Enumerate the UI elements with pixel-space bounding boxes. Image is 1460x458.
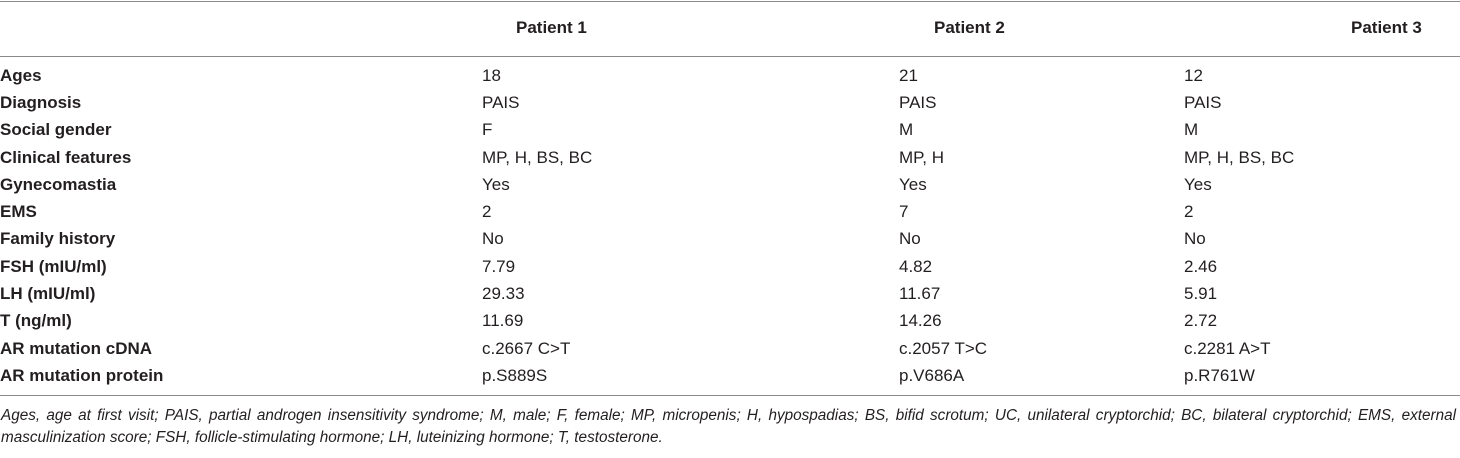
header-rule — [0, 56, 1460, 57]
row-label: Ages — [0, 65, 42, 85]
cell-patient-3: c.2281 A>T — [1184, 338, 1271, 358]
cell-patient-3: 2 — [1184, 202, 1194, 222]
cell-patient-1: Yes — [482, 174, 510, 194]
table-row — [0, 198, 1460, 225]
row-label: Family history — [0, 229, 116, 249]
cell-patient-1: PAIS — [482, 92, 520, 112]
cell-patient-2: 4.82 — [899, 256, 933, 276]
cell-patient-3: p.R761W — [1184, 365, 1255, 385]
bottom-rule — [0, 395, 1460, 396]
table-row — [0, 362, 1460, 389]
cell-patient-1: 18 — [482, 65, 501, 85]
cell-patient-2: c.2057 T>C — [899, 338, 988, 358]
table-row — [0, 62, 1460, 89]
cell-patient-1: p.S889S — [482, 365, 548, 385]
cell-patient-3: M — [1184, 120, 1199, 140]
cell-patient-1: 11.69 — [482, 311, 524, 331]
cell-patient-3: PAIS — [1184, 92, 1222, 112]
row-label: T (ng/ml) — [0, 311, 72, 331]
data-table — [0, 62, 1460, 390]
row-label: Social gender — [0, 120, 112, 140]
row-label: LH (mIU/ml) — [0, 284, 96, 304]
top-rule — [0, 1, 1460, 2]
table-row — [0, 89, 1460, 116]
cell-patient-1: 7.79 — [482, 256, 516, 276]
table-body — [0, 62, 1460, 390]
row-label: Gynecomastia — [0, 174, 117, 194]
column-header-patient-2: Patient 2 — [934, 18, 1005, 37]
cell-patient-3: 12 — [1184, 65, 1203, 85]
column-header-patient-3: Patient 3 — [1351, 18, 1422, 37]
table-row — [0, 171, 1460, 198]
cell-patient-1: 29.33 — [482, 284, 525, 304]
cell-patient-2: Yes — [899, 174, 927, 194]
cell-patient-1: No — [482, 229, 504, 249]
column-header-patient-1: Patient 1 — [516, 18, 587, 37]
cell-patient-1: MP, H, BS, BC — [482, 147, 593, 167]
cell-patient-2: MP, H — [899, 147, 945, 167]
table-row — [0, 117, 1460, 144]
row-label: EMS — [0, 202, 37, 222]
cell-patient-3: No — [1184, 229, 1206, 249]
cell-patient-3: Yes — [1184, 174, 1212, 194]
cell-patient-2: 7 — [899, 202, 909, 222]
cell-patient-1: 2 — [482, 202, 492, 222]
cell-patient-1: F — [482, 120, 493, 140]
cell-patient-2: 14.26 — [899, 311, 942, 331]
row-label: Diagnosis — [0, 92, 82, 112]
cell-patient-2: No — [899, 229, 921, 249]
cell-patient-2: 11.67 — [899, 284, 941, 304]
table-row — [0, 335, 1460, 362]
cell-patient-2: PAIS — [899, 92, 937, 112]
table-row — [0, 280, 1460, 307]
row-label: Clinical features — [0, 147, 132, 167]
table-row — [0, 226, 1460, 253]
row-label: FSH (mIU/ml) — [0, 256, 107, 276]
cell-patient-1: c.2667 C>T — [482, 338, 571, 358]
cell-patient-3: 2.72 — [1184, 311, 1218, 331]
row-label: AR mutation protein — [0, 365, 164, 385]
table-row — [0, 253, 1460, 280]
row-label: AR mutation cDNA — [0, 338, 153, 358]
cell-patient-2: M — [899, 120, 914, 140]
cell-patient-3: MP, H, BS, BC — [1184, 147, 1295, 167]
cell-patient-3: 2.46 — [1184, 256, 1218, 276]
cell-patient-2: p.V686A — [899, 365, 965, 385]
table-row — [0, 308, 1460, 335]
table-footnote: Ages, age at first visit; PAIS, partial androgen insensitivity syndrome; M, male; F, female; MP, micropenis; H, hypospadias; BS, bifid scrotum; UC, unilateral cryptorchid; BC, bilateral cryptorchid; EMS, external masculinization score; FSH, follicle-stimulating hormone; LH, luteinizing hormone; T, testosterone. — [1, 407, 1456, 446]
cell-patient-3: 5.91 — [1184, 284, 1218, 304]
table-row — [0, 144, 1460, 171]
cell-patient-2: 21 — [899, 65, 918, 85]
